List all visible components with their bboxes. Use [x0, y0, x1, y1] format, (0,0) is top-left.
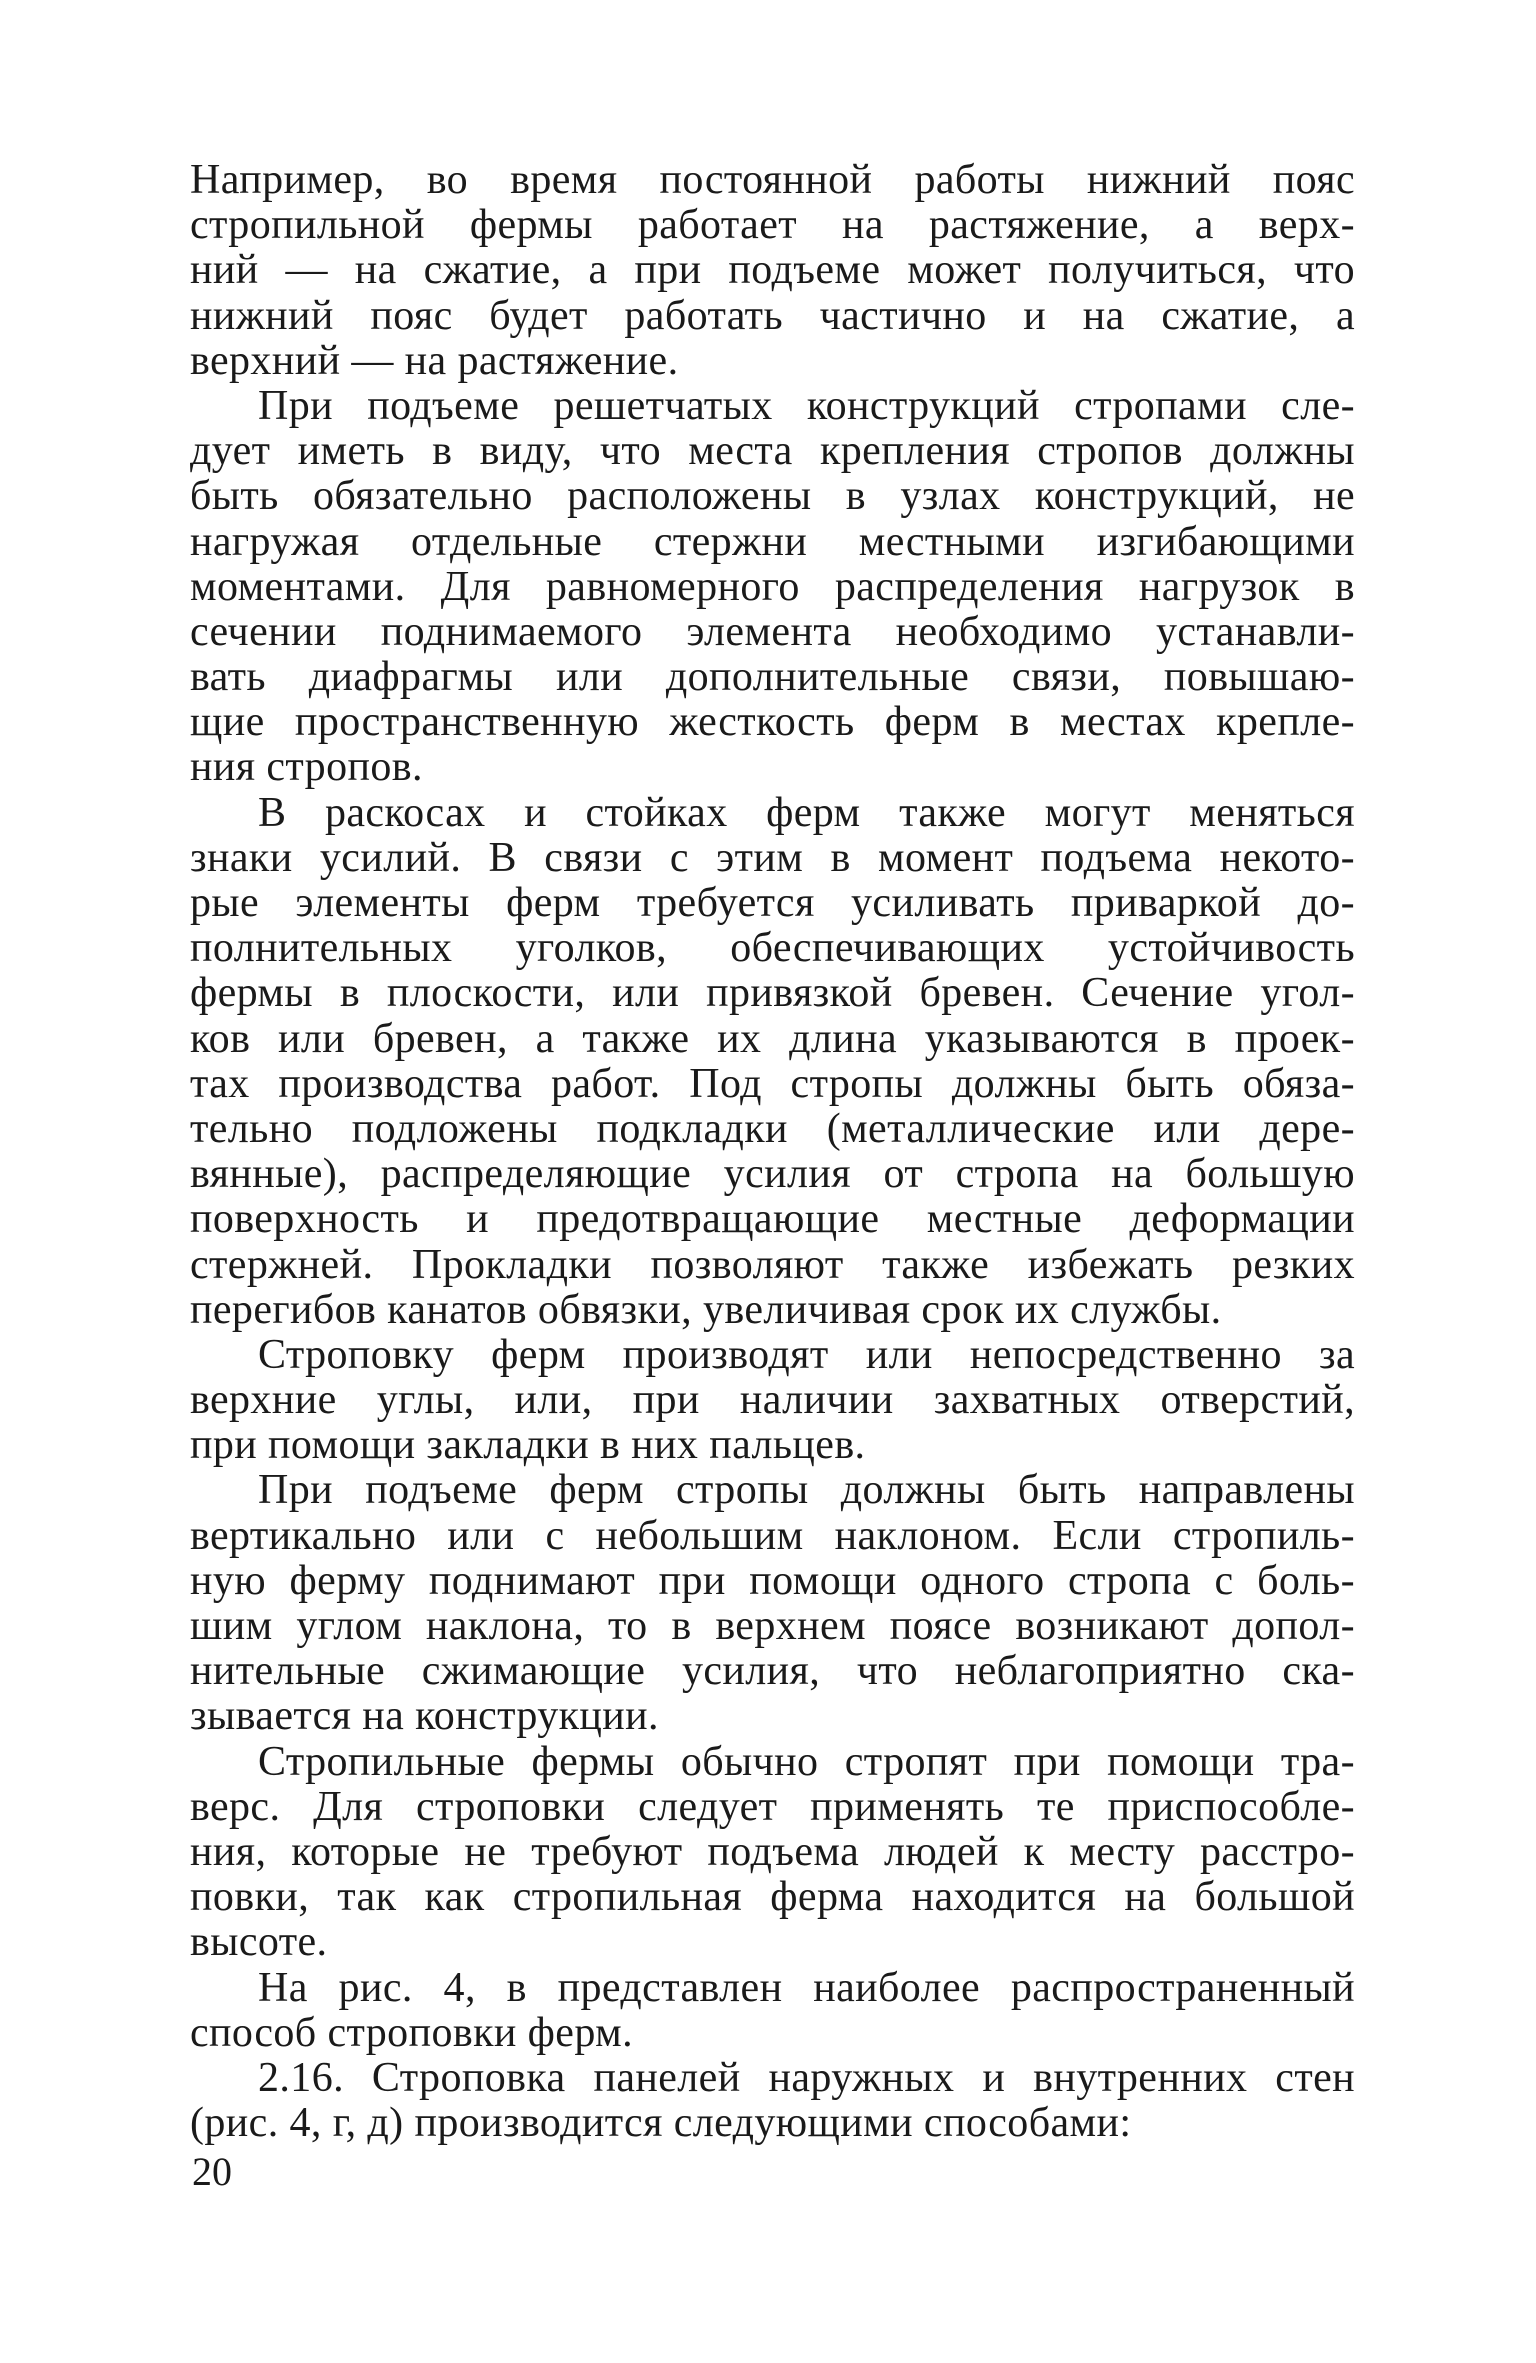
text-line: вянные), распределяющие усилия от стропа на большую [190, 1151, 1355, 1198]
paragraph [190, 1333, 1355, 1469]
paragraph [190, 1468, 1355, 1739]
text-line: дует иметь в виду, что места крепления стропов должны [190, 428, 1355, 475]
text-line: верс. Для строповки следует применять те приспособле- [190, 1783, 1355, 1830]
text-line: щие пространственную жесткость ферм в местах крепле- [190, 699, 1355, 746]
text-line: ков или бревен, а также их длина указываются в проек- [190, 1015, 1355, 1062]
text-line: при помощи закладки в них пальцев. [190, 1422, 866, 1469]
page-body [190, 158, 1355, 2146]
text-line: знаки усилий. В связи с этим в момент подъема некото- [190, 834, 1355, 881]
page-number: 20 [192, 2149, 232, 2194]
text-line: полнительных уголков, обеспечивающих устойчивость [190, 925, 1355, 972]
text-line: тах производства работ. Под стропы должны быть обяза- [190, 1060, 1355, 1107]
paragraph [190, 2056, 1355, 2146]
text-line: При подъеме ферм стропы должны быть направлены [258, 1467, 1355, 1514]
text-line: тельно подложены подкладки (металлические или дере- [190, 1105, 1355, 1152]
text-line: (рис. 4, г, д) производится следующими способами: [190, 2100, 1132, 2147]
text-line: перегибов канатов обвязки, увеличивая срок их службы. [190, 1286, 1222, 1333]
text-line: верхние углы, или, при наличии захватных отверстий, [190, 1377, 1355, 1424]
text-line: стержней. Прокладки позволяют также избежать резких [190, 1241, 1355, 1288]
text-line: вать диафрагмы или дополнительные связи, повышаю- [190, 654, 1355, 701]
text-line: фермы в плоскости, или привязкой бревен. Сечение угол- [190, 970, 1355, 1017]
text-line: ния, которые не требуют подъема людей к месту расстро- [190, 1828, 1355, 1875]
text-line: нительные сжимающие усилия, что неблагоприятно ска- [190, 1648, 1355, 1695]
text-line: ний — на сжатие, а при подъеме может получиться, что [190, 247, 1355, 294]
text-line: 2.16. Строповка панелей наружных и внутренних стен [258, 2054, 1355, 2101]
text-line: ния стропов. [190, 744, 423, 791]
text-line: верхний — на растяжение. [190, 337, 679, 384]
text-line: нагружая отдельные стержни местными изгибающими [190, 518, 1355, 565]
text-line: быть обязательно расположены в узлах конструкций, не [190, 473, 1355, 520]
text-line: рые элементы ферм требуется усиливать приваркой до- [190, 880, 1355, 926]
text-line: вертикально или с небольшим наклоном. Если стропиль- [190, 1512, 1355, 1559]
paragraph [190, 158, 1355, 384]
text-line: ную ферму поднимают при помощи одного стропа с боль- [190, 1557, 1355, 1604]
text-line: При подъеме решетчатых конструкций стропами сле- [258, 382, 1355, 429]
text-line: сечении поднимаемого элемента необходимо устанавли- [190, 608, 1355, 655]
text-line: Строповку ферм производят или непосредственно за [258, 1331, 1355, 1378]
text-line: высоте. [190, 1919, 328, 1966]
text-line: На рис. 4, в представлен наиболее распространенный [258, 1964, 1355, 2011]
text-line: В раскосах и стойках ферм также могут меняться [258, 789, 1355, 836]
text-line: способ строповки ферм. [190, 2009, 633, 2056]
text-line: стропильной фермы работает на растяжение, а верх- [190, 202, 1355, 249]
text-line: нижний пояс будет работать частично и на сжатие, а [190, 292, 1355, 339]
text-line: поверхность и предотвращающие местные деформации [190, 1196, 1355, 1243]
text-line: зывается на конструкции. [190, 1693, 659, 1740]
paragraph [190, 1740, 1355, 1966]
text-line: Например, во время постоянной работы нижний пояс [190, 157, 1355, 203]
text-line: Стропильные фермы обычно стропят при помощи тра- [258, 1738, 1355, 1785]
paragraph [190, 1966, 1355, 2056]
text-line: моментами. Для равномерного распределения нагрузок в [190, 563, 1355, 610]
paragraph [190, 384, 1355, 791]
text-line: шим углом наклона, то в верхнем поясе возникают допол- [190, 1603, 1355, 1649]
paragraph [190, 791, 1355, 1333]
text-line: повки, так как стропильная ферма находится на большой [190, 1874, 1355, 1921]
